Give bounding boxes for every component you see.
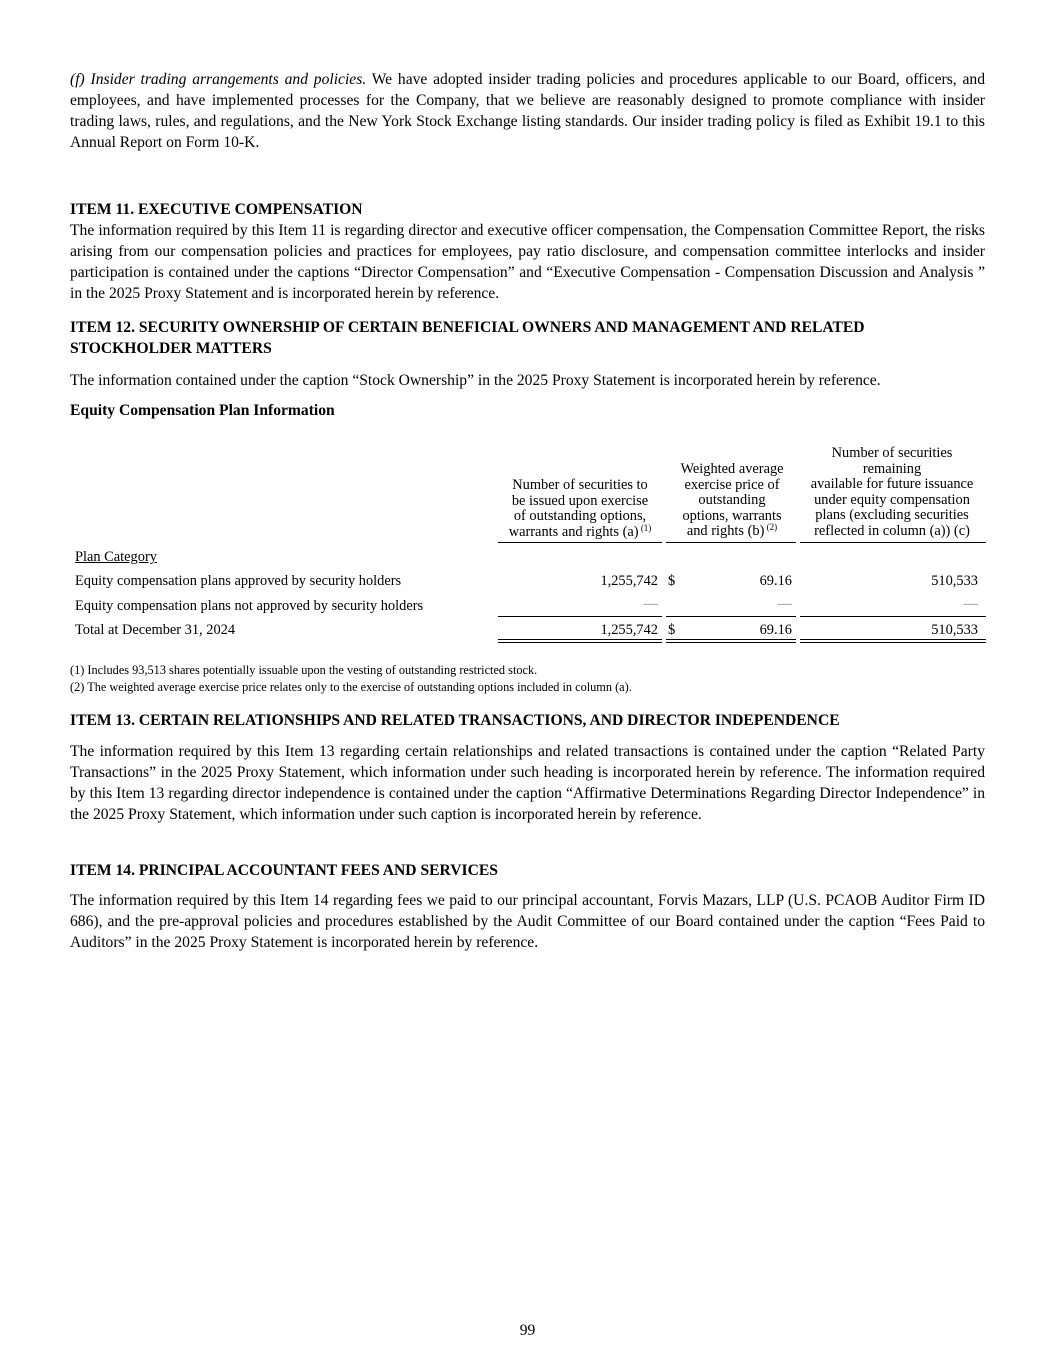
page-number: 99 — [519, 1322, 536, 1339]
row-not-approved-b: — — [777, 596, 792, 612]
column-header-c-line: remaining — [862, 460, 922, 477]
item11-heading: ITEM 11. EXECUTIVE COMPENSATION — [70, 201, 363, 218]
row-approved-b: 69.16 — [759, 573, 792, 589]
column-header-a-line: warrants and rights (a) $^{(1)}$ — [508, 522, 652, 540]
column-header-c — [802, 446, 982, 540]
subtotal-rule-c — [800, 616, 986, 617]
column-header-c-line: Number of securities — [831, 445, 953, 461]
column-header-c-line: under equity compensation — [814, 491, 970, 508]
column-header-a-line: be issued upon exercise — [511, 492, 649, 509]
item12-paragraph: The information contained under the caption “Stock Ownership” in the 2025 Proxy Statement is incorporated herein by reference. — [70, 372, 881, 389]
column-header-b — [670, 462, 794, 540]
subtotal-rule-b — [666, 616, 796, 617]
row-approved-dollar: $ — [668, 573, 676, 589]
column-header-a — [500, 478, 660, 540]
row-total-a: 1,255,742 — [600, 622, 658, 638]
column-header-b-footnote-ref: (2) — [764, 522, 778, 533]
subtotal-rule-a — [498, 616, 662, 617]
column-header-a-line: Number of securities to — [512, 477, 648, 493]
row-not-approved-label: Equity compensation plans not approved by security holders — [75, 598, 424, 614]
column-header-c-line: reflected in column (a)) (c) — [814, 522, 970, 539]
item13-paragraph: The information required by this Item 13 regarding certain relationships and related transactions is contained under the caption “Related Party Transactions” in the 2025 Proxy Statement, which information under such heading is incorporated herein by reference. The information required by this Item 13 regarding director independence is contained under the caption “Affirmative Determinations Regarding Director Independence” in the 2025 Proxy Statement, which information under such caption is incorporated herein by reference. — [70, 743, 985, 823]
column-header-c-line: plans (excluding securities — [815, 507, 969, 524]
insider-trading-text: We have adopted insider trading policies and procedures applicable to our Board, officers, and employees, and have implemented processes for the Company, that we believe are reasonably designed to promote compliance with insider trading laws, rules, and regulations, and the New York Stock Exchange listing standards. Our insider trading policy is filed as Exhibit 19.1 to this Annual Report on Form 10-K. — [70, 71, 985, 151]
row-total-dollar: $ — [668, 622, 676, 638]
total-double-rule-c — [800, 639, 986, 643]
insider-trading-paragraph — [70, 69, 985, 153]
row-not-approved-a: — — [643, 596, 658, 612]
plan-category-label: Plan Category — [75, 549, 157, 565]
column-header-b-line: outstanding — [698, 492, 766, 509]
column-header-c-line: available for future issuance — [810, 476, 974, 493]
row-approved-label: Equity compensation plans approved by security holders — [75, 573, 402, 589]
row-total-c: 510,533 — [931, 622, 978, 638]
item13-heading: ITEM 13. CERTAIN RELATIONSHIPS AND RELATED TRANSACTIONS, AND DIRECTOR INDEPENDENCE — [70, 712, 840, 729]
total-double-rule-b — [666, 639, 796, 643]
total-double-rule-a — [498, 639, 662, 643]
header-rule-a — [498, 542, 662, 543]
column-header-a-line: of outstanding options, — [513, 508, 647, 525]
row-approved-c: 510,533 — [931, 573, 978, 589]
equity-plan-subheading: Equity Compensation Plan Information — [70, 402, 335, 419]
item14-paragraph: The information required by this Item 14 regarding fees we paid to our principal accountant, Forvis Mazars, LLP (U.S. PCAOB Auditor Firm ID 686), and the pre-approval policies and procedures established by the Audit Committee of our Board contained under the caption “Fees Paid to Auditors” in the 2025 Proxy Statement is incorporated herein by reference. — [70, 892, 985, 951]
column-header-b-line: exercise price of — [684, 476, 780, 493]
header-rule-c — [800, 542, 986, 543]
item12-heading-line2: STOCKHOLDER MATTERS — [70, 340, 272, 357]
header-rule-b — [666, 542, 796, 543]
row-total-b: 69.16 — [759, 622, 792, 638]
item14-heading: ITEM 14. PRINCIPAL ACCOUNTANT FEES AND SERVICES — [70, 862, 498, 879]
row-not-approved-c: — — [963, 596, 978, 612]
row-approved-a: 1,255,742 — [600, 573, 658, 589]
insider-trading-label: (f) Insider trading arrangements and policies. — [70, 71, 367, 88]
footnote-2: (2) The weighted average exercise price relates only to the exercise of outstanding options included in column (a). — [70, 680, 632, 694]
column-header-a-footnote-ref: (1) — [638, 522, 652, 533]
column-header-b-line: options, warrants — [682, 507, 782, 524]
item11-paragraph: The information required by this Item 11 is regarding director and executive officer compensation, the Compensation Committee Report, the risks arising from our compensation policies and practices for employees, pay ratio disclosure, and compensation committee interlocks and insider participation is contained under the captions “Director Compensation” and “Executive Compensation - Compensation Discussion and Analysis ” in the 2025 Proxy Statement and is incorporated herein by reference. — [70, 222, 985, 302]
column-header-b-line: and rights (b) $^{(2)}$ — [686, 522, 778, 540]
column-header-b-line: Weighted average — [680, 461, 784, 477]
row-total-label: Total at December 31, 2024 — [75, 622, 236, 638]
item12-heading-line1: ITEM 12. SECURITY OWNERSHIP OF CERTAIN BENEFICIAL OWNERS AND MANAGEMENT AND RELATED — [70, 319, 865, 336]
footnote-1: (1) Includes 93,513 shares potentially issuable upon the vesting of outstanding restricted stock. — [70, 663, 538, 677]
